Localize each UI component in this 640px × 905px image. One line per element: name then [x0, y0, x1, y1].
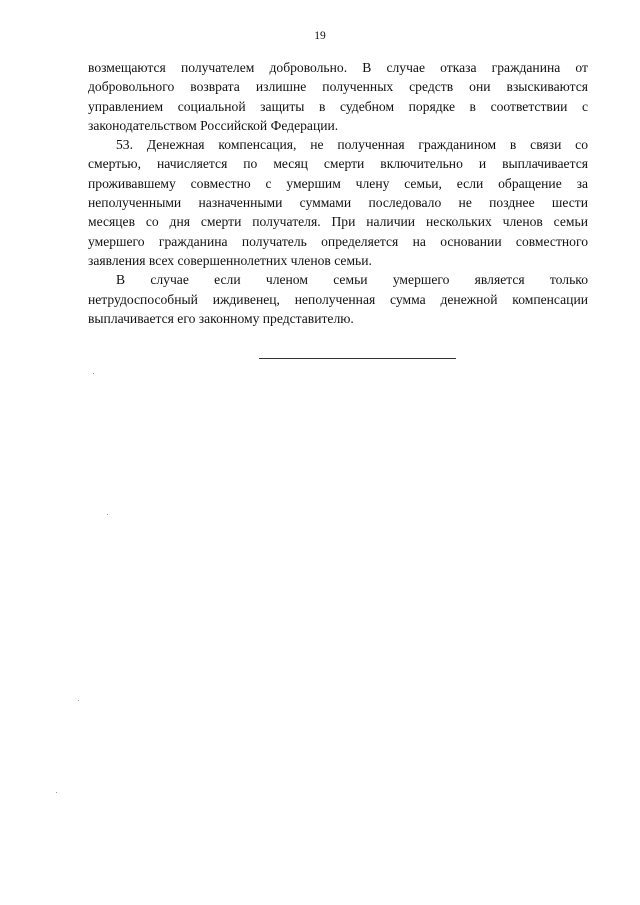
text-line: проживавшему совместно с умершим члену семьи, если обращение за	[88, 175, 588, 191]
text-line: добровольного возврата излишне полученных средств они взыскиваются	[88, 79, 588, 95]
scan-speck	[56, 792, 57, 793]
paragraph-dependent	[88, 270, 588, 328]
text-line: месяцев со дня смерти получателя. При наличии нескольких членов семьи	[88, 214, 588, 230]
text-line: выплачивается его законному представителю.	[88, 310, 354, 326]
scan-speck	[93, 373, 94, 374]
text-line: В случае если членом семьи умершего является только	[116, 272, 588, 288]
text-line: нетрудоспособный иждивенец, неполученная сумма денежной компенсации	[88, 291, 588, 307]
text-line: возмещаются получателем добровольно. В случае отказа гражданина от	[88, 60, 588, 75]
paragraph-continuation	[88, 58, 588, 135]
scan-speck	[78, 700, 79, 701]
paragraph-53	[88, 135, 588, 270]
scan-speck	[107, 514, 108, 515]
text-line: заявления всех совершеннолетних членов семьи.	[88, 252, 372, 268]
text-line: неполученными назначенными суммами последовало не позднее шести	[88, 195, 588, 211]
end-of-document-rule	[259, 358, 456, 359]
page-number: 19	[314, 30, 326, 42]
text-line: законодательством Российской Федерации.	[88, 117, 339, 133]
text-line: управлением социальной защиты в судебном порядке в соответствии с	[88, 98, 588, 114]
text-line: умершего гражданина получатель определяется на основании совместного	[88, 233, 588, 249]
text-line: 53. Денежная компенсация, не полученная гражданином в связи со	[116, 137, 588, 153]
document-body	[88, 58, 588, 328]
text-line: смертью, начисляется по месяц смерти включительно и выплачивается	[88, 156, 588, 172]
